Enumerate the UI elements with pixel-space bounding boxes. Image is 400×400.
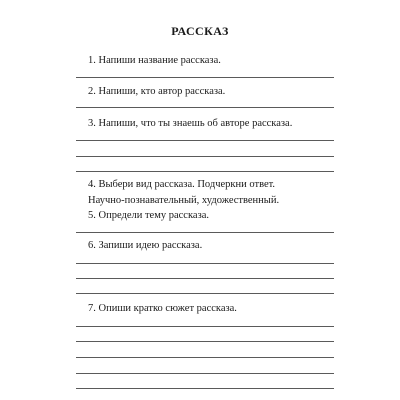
answer-line	[76, 171, 334, 172]
question-6: 6. Запиши идею рассказа.	[88, 240, 203, 251]
answer-line	[76, 232, 334, 233]
question-4-options: Научно-познавательный, художественный.	[88, 195, 280, 206]
question-4: 4. Выбери вид рассказа. Подчеркни ответ.	[88, 179, 276, 190]
question-3: 3. Напиши, что ты знаешь об авторе рассказа.	[88, 118, 293, 129]
question-7: 7. Опиши кратко сюжет рассказа.	[88, 303, 237, 314]
answer-line	[76, 278, 334, 279]
answer-line	[76, 156, 334, 157]
answer-line	[76, 263, 334, 264]
page-title: РАССКАЗ	[171, 24, 229, 38]
answer-line	[76, 77, 334, 78]
answer-line	[76, 326, 334, 327]
answer-line	[76, 293, 334, 294]
answer-line	[76, 373, 334, 374]
answer-line	[76, 357, 334, 358]
answer-line	[76, 107, 334, 108]
answer-line	[76, 140, 334, 141]
question-5: 5. Определи тему рассказа.	[88, 210, 209, 221]
question-2: 2. Напиши, кто автор рассказа.	[88, 86, 226, 97]
answer-line	[76, 388, 334, 389]
question-1: 1. Напиши название рассказа.	[88, 55, 221, 66]
answer-line	[76, 341, 334, 342]
